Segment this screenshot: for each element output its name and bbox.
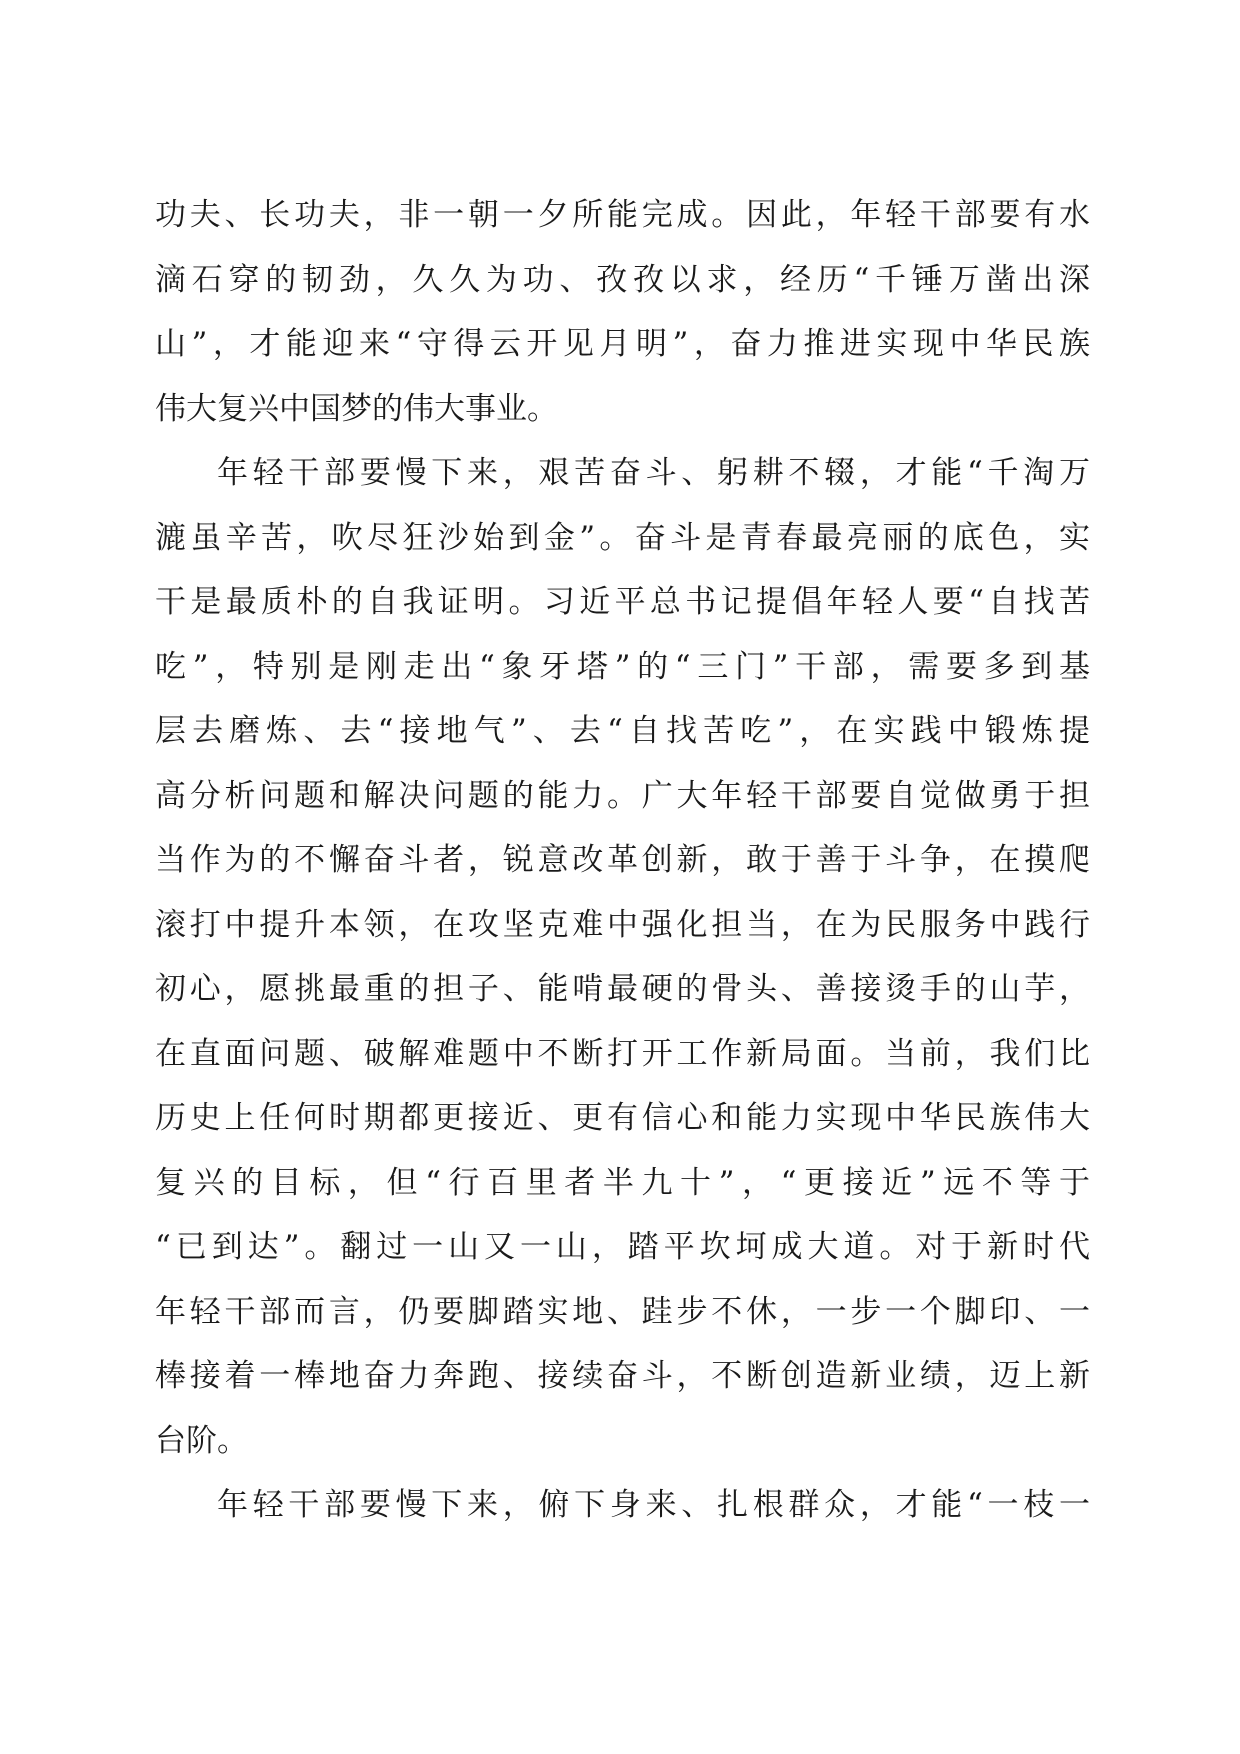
text-line: 在直面问题、破解难题中不断打开工作新局面。当前，我们比 [155,1035,1090,1072]
text-line: 漉虽辛苦，吹尽狂沙始到金”。奋斗是青春最亮丽的底色，实 [155,519,1090,556]
text-line: 高分析问题和解决问题的能力。广大年轻干部要自觉做勇于担 [155,777,1090,814]
text-line: 棒接着一棒地奋力奔跑、接续奋斗，不断创造新业绩，迈上新 [155,1358,1090,1394]
text-line: 干是最质朴的自我证明。习近平总书记提倡年轻人要“自找苦 [155,584,1090,620]
paragraph-first-line: 年轻干部要慢下来，艰苦奋斗、躬耕不辍，才能“千淘万 [217,455,1090,491]
text-line: 当作为的不懈奋斗者，锐意改革创新，敢于善于斗争，在摸爬 [155,842,1090,878]
text-line: 台阶。 [155,1422,248,1459]
body-text [155,183,1090,1538]
text-line: “已到达”。翻过一山又一山，踏平坎坷成大道。对于新时代 [155,1229,1090,1265]
text-line: 历史上任何时期都更接近、更有信心和能力实现中华民族伟大 [155,1100,1090,1136]
text-line: 层去磨炼、去“接地气”、去“自找苦吃”，在实践中锻炼提 [155,713,1090,749]
text-line: 复兴的目标，但“行百里者半九十”，“更接近”远不等于 [155,1164,1090,1201]
text-line: 山”，才能迎来“守得云开见月明”，奋力推进实现中华民族 [155,326,1090,362]
text-line: 初心，愿挑最重的担子、能啃最硬的骨头、善接烫手的山芋， [155,971,1090,1007]
text-line: 功夫、长功夫，非一朝一夕所能完成。因此，年轻干部要有水 [155,197,1090,233]
text-line: 伟大复兴中国梦的伟大事业。 [155,390,558,427]
text-line: 年轻干部而言，仍要脚踏实地、跬步不休，一步一个脚印、一 [155,1293,1090,1330]
text-line: 滚打中提升本领，在攻坚克难中强化担当，在为民服务中践行 [155,906,1090,943]
text-line: 滴石穿的韧劲，久久为功、孜孜以求，经历“千锤万凿出深 [155,261,1090,298]
paragraph-first-line: 年轻干部要慢下来，俯下身来、扎根群众，才能“一枝一 [217,1487,1090,1523]
text-line: 吃”，特别是刚走出“象牙塔”的“三门”干部，需要多到基 [155,648,1090,685]
